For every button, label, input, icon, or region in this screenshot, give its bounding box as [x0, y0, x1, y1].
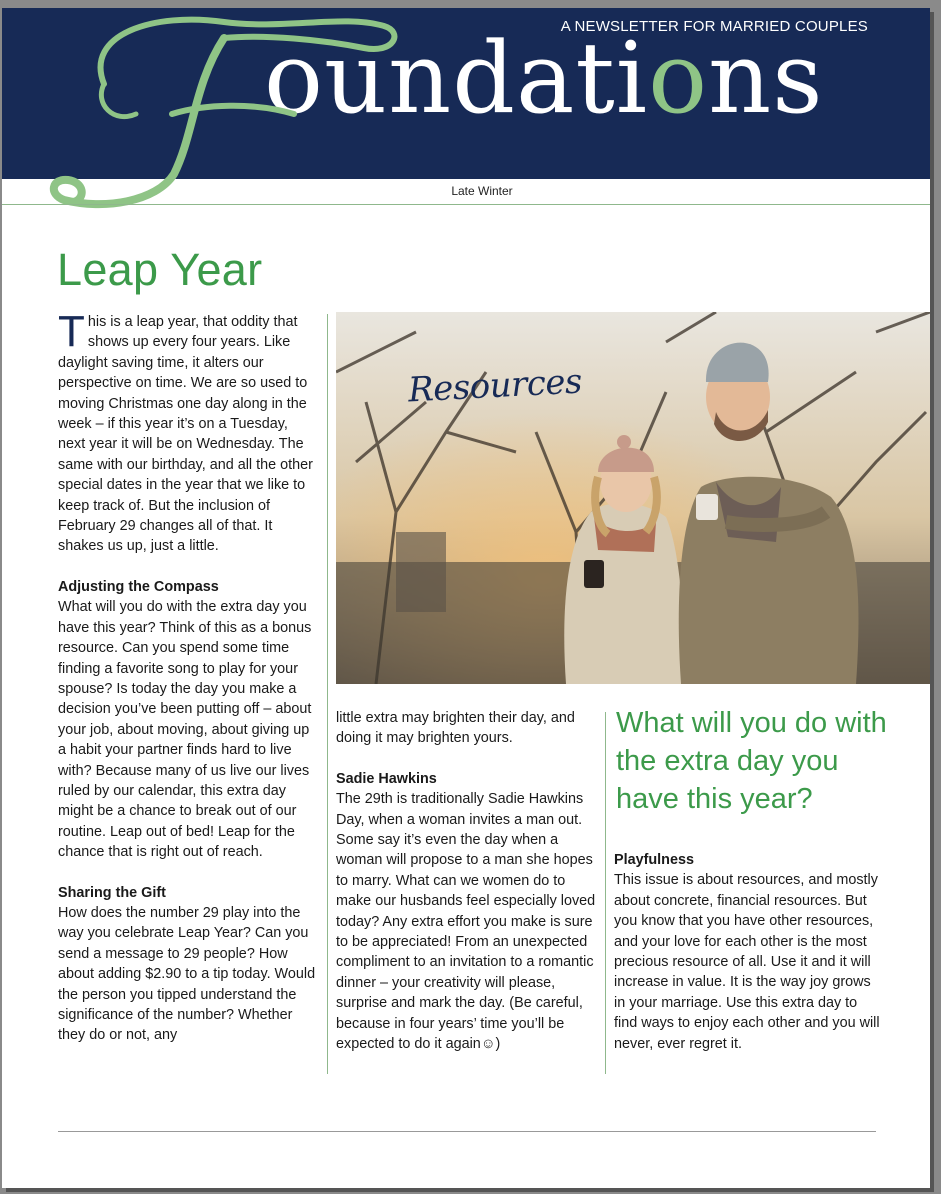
photo-illustration [336, 312, 930, 684]
heading-playfulness: Playfulness [614, 852, 694, 868]
body-sharing-the-gift: How does the number 29 play into the way you celebrate Leap Year? Can you send a message to 29 people? How about adding $2.90 to a tip today. Would the person you tipped understand the significance of the number? Whether they do or not, any [58, 904, 316, 1044]
newsletter-tagline: A NEWSLETTER FOR MARRIED COUPLES [560, 18, 868, 35]
masthead-f-logo [44, 8, 404, 214]
issue-label: Late Winter [451, 184, 513, 198]
resources-overlay: Resources [407, 361, 583, 411]
masthead-divider [2, 204, 930, 205]
body-sadie-hawkins: The 29th is traditionally Sadie Hawkins Day, when a woman invites a man out. Some say it’s even the day when a woman will propose to a man she hopes to marry. What can we women do to make our husbands feel especially loved today? Any extra effort you make is sure to be appreciated! From an unexpected compliment to an invitation to a romantic dinner – your creativity will please, surprise and mark the day. (Be careful, because in four years’ time you’ll be expected to do it again☺) [336, 791, 596, 1053]
body-playfulness: This issue is about resources, and mostly about concrete, financial resources. But you know that you have other resources, and your love for each other is the most precious resource of all. Use it and it will increase in value. It is the way joy grows in your marriage. Use this extra day to find ways to enjoy each other and you will never, ever regret it. [614, 872, 880, 1052]
pull-quote: What will you do with the extra day you have this year? [616, 707, 887, 815]
couple-photo [336, 312, 930, 684]
body-sharing-the-gift-continued: little extra may brighten their day, and doing it may brighten yours. [336, 710, 575, 747]
column-3 [614, 850, 884, 1054]
newsletter-page [2, 8, 930, 1188]
column-1 [58, 307, 316, 1046]
column-2 [336, 708, 598, 1055]
intro-text: his is a leap year, that oddity that shows up every four years. Like daylight saving time, it alters our perspective on time. We are so used to moving Christmas one day along in the week – if this year it’s on a Tuesday, next year it will be on Wednesday. The same with our birthday, and all the other special dates in the year that we like to keep track of. But the inclusion of February 29 changes all of that. It shakes us up, just a little. [58, 314, 313, 555]
intro-paragraph [58, 307, 316, 557]
drop-cap: T [58, 307, 85, 356]
heading-sadie-hawkins: Sadie Hawkins [336, 770, 437, 787]
body-adjusting-the-compass: What will you do with the extra day you have this year? Think of this as a bonus resource. Can you spend some time finding a favorite song to play for your spouse? Is today the day you make a decision you’ve been putting off – about your job, about moving, about giving up a habit your partner finds hard to live with? Because many of us live our lives ruled by our calendar, this extra day might be a chance to break out of our routine. Leap out of bed! Leap for the chance that is right out of reach. [58, 599, 312, 861]
heading-adjusting-the-compass: Adjusting the Compass [58, 578, 219, 595]
article-title: Leap Year [57, 244, 263, 295]
footer-rule [58, 1131, 876, 1132]
heading-sharing-the-gift: Sharing the Gift [58, 884, 166, 901]
masthead-title-green-o: o [648, 22, 709, 136]
column-divider-1 [327, 314, 328, 1074]
masthead-title-part-a: oundati [264, 22, 649, 136]
column-divider-2 [605, 712, 606, 1074]
masthead-title-part-b: ns [708, 22, 824, 136]
